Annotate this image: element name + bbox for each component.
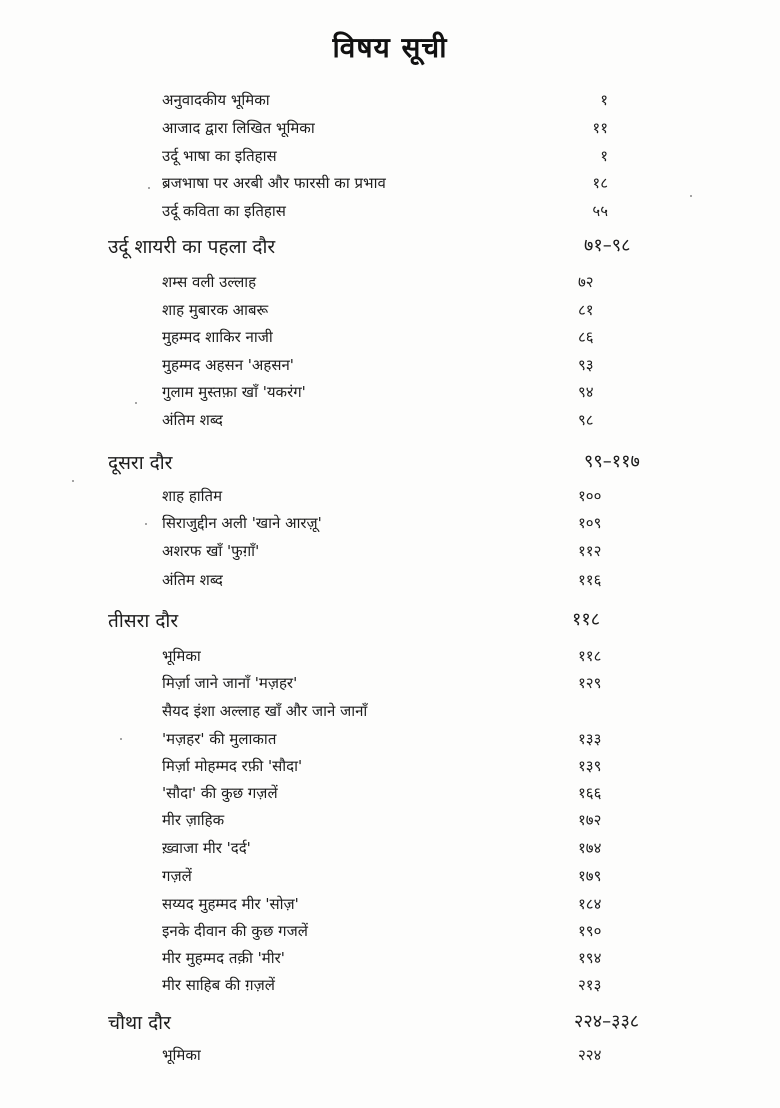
toc-section-heading[interactable] xyxy=(0,1009,780,1035)
entry-title: अनुवादकीय भूमिका xyxy=(162,91,270,109)
entry-title: उर्दू भाषा का इतिहास xyxy=(162,147,277,165)
section-pages: ९९–११७ xyxy=(584,451,640,472)
toc-entry[interactable] xyxy=(0,199,780,225)
toc-entry[interactable] xyxy=(0,864,780,890)
toc-entry[interactable] xyxy=(0,568,780,594)
entry-title: ब्रजभाषा पर अरबी और फारसी का प्रभाव xyxy=(162,174,386,192)
entry-page: ८१ xyxy=(578,301,594,319)
entry-page: २२४ xyxy=(578,1046,602,1064)
entry-title: ख़्वाजा मीर 'दर्द' xyxy=(162,839,251,857)
toc-entry[interactable] xyxy=(0,754,780,780)
entry-page: ९८ xyxy=(578,411,594,429)
toc-entry[interactable] xyxy=(0,539,780,565)
toc-entry[interactable] xyxy=(0,88,780,114)
scan-speck xyxy=(148,187,150,189)
entry-page: ११६ xyxy=(578,571,602,589)
entry-title: मिर्ज़ा जाने जानाँ 'मज़हर' xyxy=(162,674,298,692)
toc-entry[interactable] xyxy=(0,671,780,697)
section-title: चौथा दौर xyxy=(108,1012,171,1034)
toc-entry[interactable] xyxy=(0,946,780,972)
entry-page: ११ xyxy=(592,119,608,137)
toc-entry[interactable] xyxy=(0,727,780,753)
toc-entry[interactable] xyxy=(0,298,780,324)
entry-title: इनके दीवान की कुछ गजलें xyxy=(162,922,308,940)
entry-title: मीर साहिब की ग़ज़लें xyxy=(162,976,275,994)
entry-title: मुहम्मद शाकिर नाजी xyxy=(162,328,273,346)
scan-speck xyxy=(690,195,692,197)
entry-page: १९० xyxy=(578,922,602,940)
entry-title: गज़लें xyxy=(162,867,192,885)
entry-title: शाह हातिम xyxy=(162,487,223,505)
page-title: विषय सूची xyxy=(332,31,448,64)
entry-title: सैयद इंशा अल्लाह खाँ और जाने जानाँ xyxy=(162,702,368,720)
entry-title: गुलाम मुस्तफ़ा खाँ 'यकरंग' xyxy=(162,383,306,401)
entry-title: शम्स वली उल्लाह xyxy=(162,273,257,291)
entry-page: ११२ xyxy=(578,542,602,560)
entry-page: १८४ xyxy=(578,895,602,913)
entry-page: ९३ xyxy=(578,356,594,374)
section-pages: ११८ xyxy=(572,609,601,630)
entry-page: १३९ xyxy=(578,757,602,775)
toc-entry[interactable] xyxy=(0,484,780,510)
entry-page: १९४ xyxy=(578,949,602,967)
entry-title: मुहम्मद अहसन 'अहसन' xyxy=(162,356,294,374)
toc-entry[interactable] xyxy=(0,116,780,142)
entry-page: ७२ xyxy=(578,273,594,291)
entry-page: ५५ xyxy=(592,202,608,220)
section-title: उर्दू शायरी का पहला दौर xyxy=(108,236,276,258)
toc-entry[interactable] xyxy=(0,380,780,406)
entry-page: १७२ xyxy=(578,811,602,829)
entry-page: १६६ xyxy=(578,784,602,802)
toc-entry[interactable] xyxy=(0,353,780,379)
toc-entry[interactable] xyxy=(0,408,780,434)
scan-speck xyxy=(135,402,137,404)
entry-title: सय्यद मुहम्मद मीर 'सोज़' xyxy=(162,895,299,913)
toc-entry[interactable] xyxy=(0,1043,780,1069)
entry-page: १०० xyxy=(578,487,602,505)
toc-entry[interactable] xyxy=(0,144,780,170)
toc-entry[interactable] xyxy=(0,781,780,807)
toc-entry[interactable] xyxy=(0,270,780,296)
entry-title: मीर ज़ाहिक xyxy=(162,811,225,829)
entry-title: अंतिम शब्द xyxy=(162,411,223,429)
entry-title: मिर्ज़ा मोहम्मद रफ़ी 'सौदा' xyxy=(162,757,303,775)
entry-page: ९४ xyxy=(578,383,594,401)
toc-entry[interactable] xyxy=(0,644,780,670)
toc-entry[interactable] xyxy=(0,973,780,999)
section-pages: २२४–३३८ xyxy=(574,1011,640,1032)
toc-entry[interactable] xyxy=(0,511,780,537)
toc-entry[interactable] xyxy=(0,699,780,725)
entry-page: १८ xyxy=(592,174,608,192)
toc-section-heading[interactable] xyxy=(0,233,780,259)
section-title: दूसरा दौर xyxy=(108,452,173,474)
entry-page: ११८ xyxy=(578,647,602,665)
entry-page: १७४ xyxy=(578,839,602,857)
entry-title: मीर मुहम्मद तक़ी 'मीर' xyxy=(162,949,285,967)
entry-title: भूमिका xyxy=(162,647,201,665)
entry-title: 'मज़हर' की मुलाकात xyxy=(162,730,277,748)
toc-entry[interactable] xyxy=(0,808,780,834)
toc-entry[interactable] xyxy=(0,919,780,945)
scan-speck xyxy=(145,523,147,525)
entry-title: भूमिका xyxy=(162,1046,201,1064)
entry-title: अंतिम शब्द xyxy=(162,571,223,589)
entry-title: आजाद द्वारा लिखित भूमिका xyxy=(162,119,315,137)
section-title: तीसरा दौर xyxy=(108,610,179,632)
scan-speck xyxy=(72,480,74,482)
toc-entry[interactable] xyxy=(0,171,780,197)
entry-page: ८६ xyxy=(578,328,594,346)
entry-title: सिराजुद्दीन अली 'खाने आरज़ू' xyxy=(162,514,322,532)
toc-section-heading[interactable] xyxy=(0,607,780,633)
toc-section-heading[interactable] xyxy=(0,449,780,475)
toc-entry[interactable] xyxy=(0,836,780,862)
entry-page: १०९ xyxy=(578,514,602,532)
entry-page: १७९ xyxy=(578,867,602,885)
entry-title: शाह मुबारक आबरू xyxy=(162,301,269,319)
entry-page: १ xyxy=(600,147,608,165)
entry-title: उर्दू कविता का इतिहास xyxy=(162,202,286,220)
toc-entry[interactable] xyxy=(0,892,780,918)
entry-page: १३३ xyxy=(578,730,602,748)
section-pages: ७१–९८ xyxy=(584,235,631,256)
scan-speck xyxy=(120,738,122,740)
toc-entry[interactable] xyxy=(0,325,780,351)
entry-page: १२९ xyxy=(578,674,602,692)
entry-page: १ xyxy=(600,91,608,109)
entry-title: 'सौदा' की कुछ गज़लें xyxy=(162,784,278,802)
entry-page: २१३ xyxy=(578,976,602,994)
entry-title: अशरफ खाँ 'फुग़ाँ' xyxy=(162,542,260,560)
